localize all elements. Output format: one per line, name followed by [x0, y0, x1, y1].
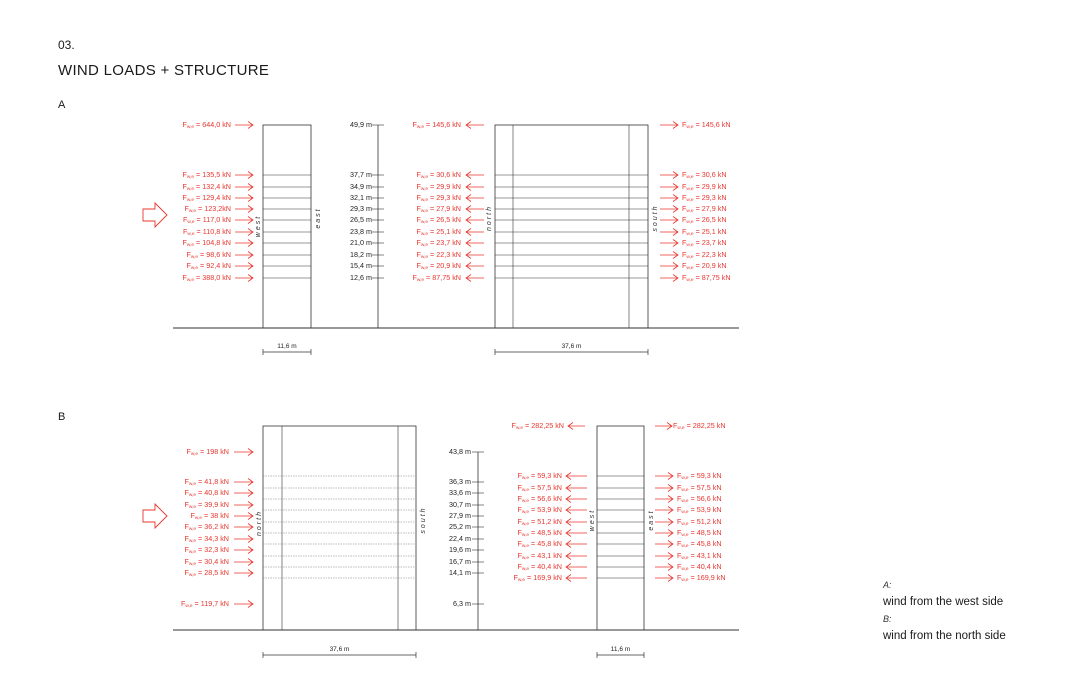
a-height-label: 34,9 m [350, 181, 372, 191]
a-north-force-arrow [466, 184, 484, 191]
b-east-force-arrow [655, 423, 672, 430]
a-south-force-label: $F_{w,e} = 22,3$ kN [682, 249, 727, 261]
b-west-force-arrow [568, 423, 585, 430]
a-north-force-label: $F_{w,e} = 30,6$ kN [416, 169, 461, 181]
a-left-force-label: $F_{w,e} = 644,0$ kN [182, 119, 231, 131]
b-left-force-arrow [234, 502, 253, 509]
a-west-tower [263, 125, 311, 328]
b-west-force-label: $F_{w,e} = 282,25$ kN [511, 420, 564, 432]
b-west-force-arrow [566, 553, 587, 560]
b-east-force-label: $F_{w,e} = 59,3$ kN [677, 470, 722, 482]
a-south-force-arrow [660, 263, 678, 270]
a-south-force-label: $F_{w,e} = 29,9$ kN [682, 181, 727, 193]
a-left-force-label: $F_{w,e} = 110,8$ kN [182, 226, 231, 238]
b-height-label: 19,6 m [449, 544, 471, 554]
b-left-force-arrow [234, 536, 253, 543]
a-north-force-label: $F_{w,e} = 29,9$ kN [416, 181, 461, 193]
b-west-force-arrow [566, 519, 587, 526]
b-left-force-label: $F_{w,e} = 36,2$ kN [184, 521, 229, 533]
b-left-force-arrow [234, 513, 253, 520]
a-north-force-arrow [466, 217, 484, 224]
b-west-force-arrow [566, 473, 587, 480]
a-dim-west-label: 11,6 m [277, 343, 297, 350]
b-west-force-arrow [566, 564, 587, 571]
a-north-force-arrow [466, 275, 484, 282]
b-north-building [263, 426, 416, 630]
a-south-force-arrow [660, 217, 678, 224]
b-west-force-arrow [566, 530, 587, 537]
b-left-force-label: $F_{w,e} = 28,5$ kN [184, 567, 229, 579]
a-wind-direction-arrow [143, 203, 167, 227]
b-height-label: 27,9 m [449, 510, 471, 520]
a-north-force-label: $F_{w,e} = 29,3$ kN [416, 192, 461, 204]
b-dim-west-label: 11,6 m [610, 646, 631, 653]
b-east-force-label: $F_{w,e} = 40,4$ kN [677, 561, 722, 573]
a-north-force-label: $F_{w,e} = 23,7$ kN [416, 237, 461, 249]
b-left-force-label: $F_{w,e} = 38$ kN [190, 510, 229, 522]
a-south-force-arrow [660, 195, 678, 202]
b-west-force-label: $F_{w,e} = 169,9$ kN [513, 572, 562, 584]
b-left-force-label: $F_{w,e} = 32,3$ kN [184, 544, 229, 556]
b-west-force-arrow [566, 575, 587, 582]
a-south-force-label: $F_{w,e} = 145,6$ kN [682, 119, 731, 131]
b-east-force-label: $F_{w,e} = 48,5$ kN [677, 527, 722, 539]
b-height-label: 36,3 m [449, 476, 471, 486]
b-left-force-arrow [234, 524, 253, 531]
a-south-force-arrow [660, 275, 678, 282]
b-west-force-label: $F_{w,e} = 57,5$ kN [517, 482, 562, 494]
page-title: WIND LOADS + STRUCTURE [58, 62, 270, 79]
b-height-label: 43,8 m [449, 446, 471, 456]
a-left-force-arrow [235, 263, 253, 270]
a-orientation-south: south [651, 204, 659, 232]
a-left-force-arrow [235, 252, 253, 259]
a-south-force-arrow [660, 252, 678, 259]
b-east-force-label: $F_{w,e} = 282,25$ kN [673, 420, 726, 432]
a-north-force-arrow [466, 252, 484, 259]
section-number: 03. [58, 38, 75, 52]
b-wind-direction-arrow [143, 504, 167, 528]
a-north-force-arrow [466, 206, 484, 213]
b-left-force-arrow [234, 559, 253, 566]
b-left-force-label: $F_{w,e} = 119,7$ kN [180, 598, 229, 610]
b-height-label: 30,7 m [449, 499, 471, 509]
a-left-force-label: $F_{w,e} = 129,4$ kN [182, 192, 231, 204]
a-north-force-arrow [466, 240, 484, 247]
a-north-building [495, 125, 648, 328]
b-left-force-label: $F_{w,e} = 30,4$ kN [184, 556, 229, 568]
a-left-force-arrow [235, 206, 253, 213]
b-left-force-arrow [234, 479, 253, 486]
a-left-force-arrow [235, 217, 253, 224]
a-height-label: 32,1 m [350, 192, 372, 202]
b-left-force-label: $F_{w,e} = 40,8$ kN [184, 487, 229, 499]
a-left-force-label: $F_{w,e} = 117,0$ kN [182, 214, 231, 226]
a-dim-north-label: 37,6 m [561, 343, 582, 350]
a-north-force-arrow [466, 122, 484, 129]
a-south-force-arrow [660, 206, 678, 213]
b-west-force-label: $F_{w,e} = 51,2$ kN [517, 516, 562, 528]
a-height-label: 49,9 m [350, 119, 372, 129]
a-south-force-label: $F_{w,e} = 26,5$ kN [682, 214, 727, 226]
a-left-force-arrow [235, 172, 253, 179]
a-south-force-label: $F_{w,e} = 20,9$ kN [682, 260, 727, 272]
legend-text-b: wind from the north side [883, 630, 1006, 642]
a-south-force-arrow [660, 122, 678, 129]
b-west-force-label: $F_{w,e} = 45,8$ kN [517, 538, 562, 550]
b-east-force-arrow [655, 507, 673, 514]
a-south-force-arrow [660, 240, 678, 247]
b-east-force-arrow [655, 564, 673, 571]
b-east-force-label: $F_{w,e} = 56,6$ kN [677, 493, 722, 505]
b-east-force-arrow [655, 485, 673, 492]
a-north-force-label: $F_{w,e} = 20,9$ kN [416, 260, 461, 272]
a-left-force-label: $F_{w,e} = 123,2kN$ [184, 203, 231, 215]
b-east-force-arrow [655, 519, 673, 526]
a-north-force-label: $F_{w,e} = 26,5$ kN [416, 214, 461, 226]
a-height-label: 21,0 m [350, 237, 372, 247]
b-left-force-label: $F_{w,e} = 34,3$ kN [184, 533, 229, 545]
a-south-force-label: $F_{w,e} = 27,9$ kN [682, 203, 727, 215]
b-left-force-arrow [234, 570, 253, 577]
b-west-force-label: $F_{w,e} = 56,6$ kN [517, 493, 562, 505]
a-height-label: 26,5 m [350, 214, 372, 224]
b-east-force-arrow [655, 553, 673, 560]
b-left-force-label: $F_{w,e} = 41,8$ kN [184, 476, 229, 488]
b-east-force-arrow [655, 496, 673, 503]
a-left-force-arrow [235, 122, 253, 129]
b-east-force-label: $F_{w,e} = 57,5$ kN [677, 482, 722, 494]
b-east-force-arrow [655, 530, 673, 537]
b-left-force-label: $F_{w,e} = 39,9$ kN [184, 499, 229, 511]
a-south-force-label: $F_{w,e} = 23,7$ kN [682, 237, 727, 249]
b-west-force-arrow [566, 507, 587, 514]
b-height-label: 6,3 m [453, 598, 471, 608]
a-left-force-label: $F_{w,e} = 104,8$ kN [182, 237, 231, 249]
b-east-force-label: $F_{w,e} = 169,9$ kN [677, 572, 726, 584]
a-left-force-arrow [235, 195, 253, 202]
b-west-force-label: $F_{w,e} = 43,1$ kN [517, 550, 562, 562]
a-north-force-label: $F_{w,e} = 27,9$ kN [416, 203, 461, 215]
a-orientation-east: east [314, 207, 322, 229]
a-south-force-label: $F_{w,e} = 29,3$ kN [682, 192, 727, 204]
b-west-tower [597, 426, 644, 630]
a-north-force-arrow [466, 195, 484, 202]
b-height-label: 33,6 m [449, 487, 471, 497]
b-left-force-arrow [234, 601, 253, 608]
b-left-force-arrow [234, 490, 253, 497]
b-west-force-label: $F_{w,e} = 40,4$ kN [517, 561, 562, 573]
a-left-force-arrow [235, 229, 253, 236]
a-height-label: 23,8 m [350, 226, 372, 236]
b-height-label: 25,2 m [449, 521, 471, 531]
a-left-force-arrow [235, 184, 253, 191]
b-west-force-label: $F_{w,e} = 48,5$ kN [517, 527, 562, 539]
a-south-force-arrow [660, 172, 678, 179]
b-west-force-label: $F_{w,e} = 59,3$ kN [517, 470, 562, 482]
b-east-force-label: $F_{w,e} = 51,2$ kN [677, 516, 722, 528]
b-east-force-label: $F_{w,e} = 53,9$ kN [677, 504, 722, 516]
legend-key-b: B: [883, 614, 892, 624]
legend [883, 577, 1006, 645]
a-left-force-label: $F_{w,e} = 388,0$ kN [182, 272, 231, 284]
a-north-force-arrow [466, 172, 484, 179]
panel-b-label: B [58, 411, 66, 423]
a-south-force-arrow [660, 229, 678, 236]
a-left-force-label: $F_{w,e} = 98,6$ kN [186, 249, 231, 261]
panel-a-label: A [58, 99, 66, 111]
a-north-force-arrow [466, 229, 484, 236]
b-east-force-label: $F_{w,e} = 45,8$ kN [677, 538, 722, 550]
a-height-label: 18,2 m [350, 249, 372, 259]
a-height-label: 12,6 m [350, 272, 372, 282]
b-east-force-arrow [655, 473, 673, 480]
b-left-force-label: $F_{w,e} = 198$ kN [186, 446, 229, 458]
b-left-force-arrow [234, 547, 253, 554]
b-height-label: 22,4 m [449, 533, 471, 543]
b-west-force-arrow [566, 485, 587, 492]
a-height-label: 15,4 m [350, 260, 372, 270]
a-south-force-label: $F_{w,e} = 25,1$ kN [682, 226, 727, 238]
a-height-label: 37,7 m [350, 169, 372, 179]
b-west-force-label: $F_{w,e} = 53,9$ kN [517, 504, 562, 516]
a-left-force-arrow [235, 240, 253, 247]
b-east-force-label: $F_{w,e} = 43,1$ kN [677, 550, 722, 562]
a-left-force-arrow [235, 275, 253, 282]
a-left-force-label: $F_{w,e} = 132,4$ kN [182, 181, 231, 193]
a-north-force-label: $F_{w,e} = 87,75$ kN [412, 272, 461, 284]
b-height-label: 14,1 m [449, 567, 471, 577]
legend-text-a: wind from the west side [883, 596, 1004, 608]
a-north-force-label: $F_{w,e} = 145,6$ kN [412, 119, 461, 131]
a-height-label: 29,3 m [350, 203, 372, 213]
b-left-force-arrow [234, 449, 253, 456]
b-orientation-west: west [588, 508, 596, 532]
b-orientation-east: east [647, 509, 655, 531]
a-north-force-arrow [466, 263, 484, 270]
a-orientation-west: west [254, 214, 262, 238]
a-north-force-label: $F_{w,e} = 22,3$ kN [416, 249, 461, 261]
a-south-force-arrow [660, 184, 678, 191]
a-left-force-label: $F_{w,e} = 135,5$ kN [182, 169, 231, 181]
b-orientation-north: north [255, 510, 263, 536]
a-left-force-label: $F_{w,e} = 92,4$ kN [186, 260, 231, 272]
b-west-force-arrow [566, 541, 587, 548]
b-orientation-south: south [419, 506, 427, 534]
a-north-force-label: $F_{w,e} = 25,1$ kN [416, 226, 461, 238]
b-dim-north-label: 37,6 m [329, 646, 350, 653]
b-east-force-arrow [655, 541, 673, 548]
a-south-force-label: $F_{w,e} = 30,6$ kN [682, 169, 727, 181]
legend-key-a: A: [883, 580, 892, 590]
b-west-force-arrow [566, 496, 587, 503]
a-orientation-north: north [485, 205, 493, 231]
b-east-force-arrow [655, 575, 673, 582]
b-height-label: 16,7 m [449, 556, 471, 566]
a-south-force-label: $F_{w,e} = 87,75$ kN [682, 272, 731, 284]
